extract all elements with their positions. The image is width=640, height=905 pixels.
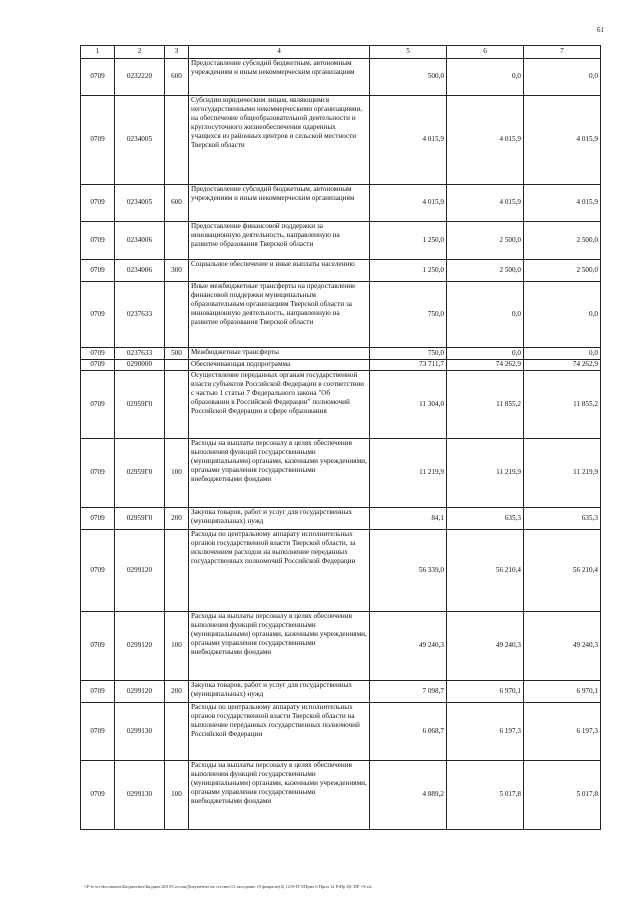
target-article-cell: 0232220 bbox=[115, 59, 165, 96]
section-code-cell: 0709 bbox=[81, 761, 115, 830]
section-code-cell: 0709 bbox=[81, 260, 115, 282]
table-row bbox=[81, 59, 601, 96]
target-article-cell: 0237633 bbox=[115, 282, 165, 348]
table-row bbox=[81, 508, 601, 530]
amount-cell: 2 500,0 bbox=[447, 222, 524, 260]
expense-type-cell: 300 bbox=[165, 260, 189, 282]
target-article-cell: 0234005 bbox=[115, 96, 165, 185]
table-row bbox=[81, 185, 601, 222]
amount-cell: 0,0 bbox=[447, 348, 524, 360]
amount-cell: 11 855,2 bbox=[447, 371, 524, 439]
section-code-cell: 0709 bbox=[81, 96, 115, 185]
amount-cell: 4 015,9 bbox=[370, 96, 447, 185]
description-cell: Субсидии юридическим лицам, являющимся негосударственными некоммерческими организациями, на обеспечение общеобразовательной деятельности и круглосуточного жизнеобеспечения одаренных учащихся из районных центров и сельской местности Тверской области bbox=[189, 96, 370, 185]
column-number: 3 bbox=[165, 46, 189, 59]
table-row bbox=[81, 761, 601, 830]
amount-cell: 74 262,9 bbox=[447, 360, 524, 371]
section-code-cell: 0709 bbox=[81, 612, 115, 681]
amount-cell: 0,0 bbox=[524, 348, 601, 360]
amount-cell: 6 970,1 bbox=[524, 681, 601, 703]
target-article-cell: 0299120 bbox=[115, 681, 165, 703]
column-number: 7 bbox=[524, 46, 601, 59]
amount-cell: 4 015,9 bbox=[447, 96, 524, 185]
expense-type-cell bbox=[165, 703, 189, 761]
amount-cell: 2 500,0 bbox=[524, 260, 601, 282]
section-code-cell: 0709 bbox=[81, 185, 115, 222]
expense-type-cell: 200 bbox=[165, 681, 189, 703]
column-number: 4 bbox=[189, 46, 370, 59]
expense-type-cell bbox=[165, 222, 189, 260]
amount-cell: 4 015,9 bbox=[447, 185, 524, 222]
description-cell: Расходы на выплаты персоналу в целях обеспечения выполнения функций государственными (муниципальными) органами, казенными учреждениями, органами управления государственными внебюджетными фондами bbox=[189, 439, 370, 508]
amount-cell: 6 197,3 bbox=[447, 703, 524, 761]
description-cell: Расходы на выплаты персоналу в целях обеспечения выполнения функций государственными (муниципальными) органами, казенными учреждениями, органами управления государственными внебюджетными фондами bbox=[189, 761, 370, 830]
description-cell: Предоставление субсидий бюджетным, автономным учреждениям и иным некоммерческим организациям bbox=[189, 59, 370, 96]
page-number: 61 bbox=[597, 26, 604, 34]
amount-cell: 0,0 bbox=[447, 282, 524, 348]
amount-cell: 0,0 bbox=[524, 59, 601, 96]
table-row bbox=[81, 612, 601, 681]
expense-type-cell bbox=[165, 282, 189, 348]
description-cell: Закупка товаров, работ и услуг для государственных (муниципальных) нужд bbox=[189, 508, 370, 530]
description-cell: Расходы на выплаты персоналу в целях обеспечения выполнения функций государственными (муниципальными) органами, казенными учреждениями, органами управления государственными внебюджетными фондами bbox=[189, 612, 370, 681]
target-article-cell: 0299130 bbox=[115, 703, 165, 761]
amount-cell: 74 262,9 bbox=[524, 360, 601, 371]
description-cell: Расходы по центральному аппарату исполнительных органов государственной власти Тверской области, за исключением расходов на выполнение переданных государственных полномочий Российской Федерации bbox=[189, 530, 370, 612]
section-code-cell: 0709 bbox=[81, 681, 115, 703]
amount-cell: 5 017,8 bbox=[447, 761, 524, 830]
section-code-cell: 0709 bbox=[81, 282, 115, 348]
description-cell: Расходы по центральному аппарату исполнительных органов государственной власти Тверской области на выполнение переданных государственных полномочий Российской Федерации bbox=[189, 703, 370, 761]
target-article-cell: 02959Г0 bbox=[115, 508, 165, 530]
table-row bbox=[81, 282, 601, 348]
column-number: 2 bbox=[115, 46, 165, 59]
amount-cell: 2 500,0 bbox=[524, 222, 601, 260]
description-cell: Предоставление финансовой поддержки за инновационную деятельность, направленную на развитие образования Тверской области bbox=[189, 222, 370, 260]
description-cell: Иные межбюджетные трансферты на предоставление финансовой поддержки муниципальным образовательным организациям Тверской области за инновационную деятельность, направленную на развитие образования Тверской области bbox=[189, 282, 370, 348]
expense-type-cell: 100 bbox=[165, 761, 189, 830]
expense-type-cell: 100 bbox=[165, 612, 189, 681]
column-number: 1 bbox=[81, 46, 115, 59]
table-row bbox=[81, 96, 601, 185]
amount-cell: 49 240,3 bbox=[447, 612, 524, 681]
section-code-cell: 0709 bbox=[81, 348, 115, 360]
table-row bbox=[81, 222, 601, 260]
amount-cell: 635,3 bbox=[524, 508, 601, 530]
description-cell: Социальное обеспечение и иные выплаты населению bbox=[189, 260, 370, 282]
amount-cell: 500,0 bbox=[370, 59, 447, 96]
amount-cell: 73 711,7 bbox=[370, 360, 447, 371]
expense-type-cell bbox=[165, 96, 189, 185]
amount-cell: 0,0 bbox=[447, 59, 524, 96]
target-article-cell: 02959Г0 bbox=[115, 439, 165, 508]
amount-cell: 6 068,7 bbox=[370, 703, 447, 761]
amount-cell: 49 240,3 bbox=[370, 612, 447, 681]
column-number-row bbox=[81, 46, 601, 59]
amount-cell: 750,0 bbox=[370, 348, 447, 360]
amount-cell: 4 015,9 bbox=[524, 185, 601, 222]
amount-cell: 11 219,9 bbox=[370, 439, 447, 508]
section-code-cell: 0709 bbox=[81, 371, 115, 439]
amount-cell: 635,3 bbox=[447, 508, 524, 530]
amount-cell: 56 210,4 bbox=[447, 530, 524, 612]
expense-type-cell: 200 bbox=[165, 508, 189, 530]
amount-cell: 11 304,0 bbox=[370, 371, 447, 439]
amount-cell: 1 250,0 bbox=[370, 260, 447, 282]
expense-type-cell: 500 bbox=[165, 348, 189, 360]
table-row bbox=[81, 439, 601, 508]
amount-cell: 56 339,0 bbox=[370, 530, 447, 612]
amount-cell: 7 098,7 bbox=[370, 681, 447, 703]
amount-cell: 84,1 bbox=[370, 508, 447, 530]
description-cell: Межбюджетные трансферты bbox=[189, 348, 370, 360]
budget-table bbox=[80, 45, 601, 830]
target-article-cell: 0299120 bbox=[115, 530, 165, 612]
table-row bbox=[81, 703, 601, 761]
target-article-cell: 0234005 bbox=[115, 185, 165, 222]
amount-cell: 11 219,9 bbox=[524, 439, 601, 508]
amount-cell: 11 855,2 bbox=[524, 371, 601, 439]
file-path-footer: \\P-fs-srv\documents\Бюджетное\Бюджет\2015\Сессия\Документы на сессию\13 заседание 19 февраля\(4) 1219-П-5\Прил 6 Прил 12 РзПр ЦС ВР +9.xls bbox=[84, 884, 372, 889]
table-row bbox=[81, 371, 601, 439]
description-cell: Предоставление субсидий бюджетным, автономным учреждениям и иным некоммерческим организациям bbox=[189, 185, 370, 222]
expense-type-cell: 600 bbox=[165, 185, 189, 222]
amount-cell: 4 015,9 bbox=[370, 185, 447, 222]
column-number: 5 bbox=[370, 46, 447, 59]
target-article-cell: 0234006 bbox=[115, 260, 165, 282]
table-row bbox=[81, 348, 601, 360]
expense-type-cell bbox=[165, 371, 189, 439]
description-cell: Закупка товаров, работ и услуг для государственных (муниципальных) нужд bbox=[189, 681, 370, 703]
table-row bbox=[81, 360, 601, 371]
amount-cell: 4 015,9 bbox=[524, 96, 601, 185]
target-article-cell: 0299120 bbox=[115, 612, 165, 681]
amount-cell: 6 197,3 bbox=[524, 703, 601, 761]
amount-cell: 6 970,1 bbox=[447, 681, 524, 703]
expense-type-cell: 600 bbox=[165, 59, 189, 96]
target-article-cell: 0290000 bbox=[115, 360, 165, 371]
expense-type-cell bbox=[165, 530, 189, 612]
section-code-cell: 0709 bbox=[81, 530, 115, 612]
section-code-cell: 0709 bbox=[81, 59, 115, 96]
expense-type-cell bbox=[165, 360, 189, 371]
amount-cell: 49 240,3 bbox=[524, 612, 601, 681]
amount-cell: 4 889,2 bbox=[370, 761, 447, 830]
section-code-cell: 0709 bbox=[81, 222, 115, 260]
section-code-cell: 0709 bbox=[81, 439, 115, 508]
amount-cell: 750,0 bbox=[370, 282, 447, 348]
description-cell: Осуществление переданных органам государственной власти субъектов Российской Федерации в соответствии с частью 1 статьи 7 Федерального закона "Об образовании в Российской Федерации" полномочий Российской Федерации в сфере образования bbox=[189, 371, 370, 439]
target-article-cell: 0299130 bbox=[115, 761, 165, 830]
column-number: 6 bbox=[447, 46, 524, 59]
expense-type-cell: 100 bbox=[165, 439, 189, 508]
amount-cell: 56 210,4 bbox=[524, 530, 601, 612]
table-row bbox=[81, 681, 601, 703]
amount-cell: 5 017,8 bbox=[524, 761, 601, 830]
amount-cell: 0,0 bbox=[524, 282, 601, 348]
section-code-cell: 0709 bbox=[81, 360, 115, 371]
section-code-cell: 0709 bbox=[81, 508, 115, 530]
amount-cell: 11 219,9 bbox=[447, 439, 524, 508]
target-article-cell: 0234006 bbox=[115, 222, 165, 260]
amount-cell: 1 250,0 bbox=[370, 222, 447, 260]
target-article-cell: 02959Г0 bbox=[115, 371, 165, 439]
table-row bbox=[81, 260, 601, 282]
description-cell: Обеспечивающая подпрограмма bbox=[189, 360, 370, 371]
amount-cell: 2 500,0 bbox=[447, 260, 524, 282]
table-row bbox=[81, 530, 601, 612]
target-article-cell: 0237633 bbox=[115, 348, 165, 360]
section-code-cell: 0709 bbox=[81, 703, 115, 761]
